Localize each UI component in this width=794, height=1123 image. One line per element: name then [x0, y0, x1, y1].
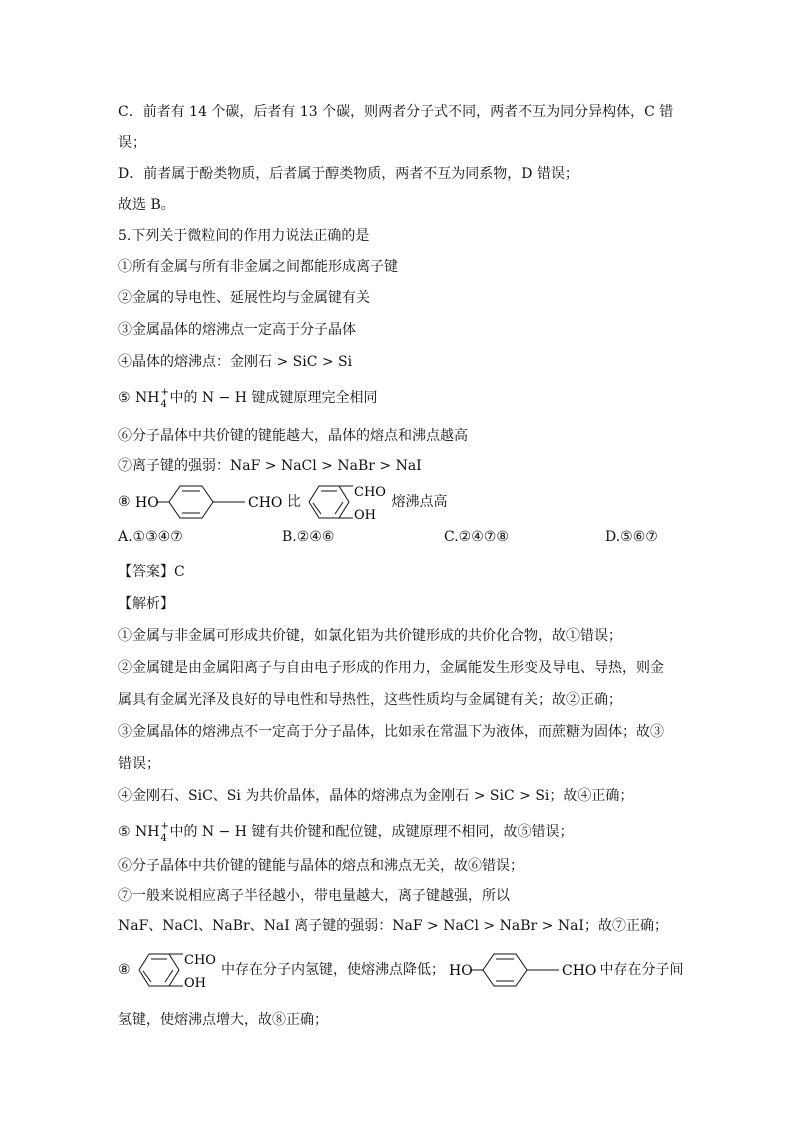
option-d-explanation: D．前者属于酚类物质，后者属于醇类物质，两者不互为同系物，D 错误；: [118, 166, 579, 182]
statement-8-prefix: ⑧: [118, 494, 131, 510]
nh4-charge: +: [160, 821, 169, 832]
para-hydroxybenzaldehyde-structure: [449, 950, 599, 990]
statement-5: [118, 388, 377, 408]
question-stem: 5.下列关于微粒间的作用力说法正确的是: [118, 228, 370, 244]
analysis-8-line2: 氢键，使熔沸点增大，故⑧正确；: [118, 1012, 328, 1028]
para-hydroxybenzaldehyde-structure: [135, 482, 287, 522]
option-c: C.②④⑦⑧: [444, 529, 509, 545]
statement-5-prefix: ⑤ NH: [118, 390, 160, 406]
analysis-5-prefix: ⑤ NH: [118, 824, 160, 840]
ortho-hydroxybenzaldehyde-structure: [305, 482, 391, 522]
analysis-8-mid: 中存在分子内氢键，使熔沸点降低；: [221, 962, 446, 978]
analysis-3-line2: 错误；: [118, 756, 160, 772]
cho-label: CHO: [354, 485, 387, 500]
analysis-7-line2: NaF、NaCl、NaBr、NaI 离子键的强弱：NaF > NaCl > NaBr > NaI；故⑦正确；: [118, 918, 668, 934]
statement-1: ①所有金属与所有非金属之间都能形成离子键: [118, 259, 398, 275]
conclusion-line: 故选 B。: [118, 197, 175, 213]
analysis-8-suffix: 中存在分子间: [599, 962, 684, 978]
option-b: B.②④⑥: [282, 529, 335, 545]
ho-label: HO: [449, 963, 474, 979]
answer-label: 【答案】C: [118, 564, 185, 580]
ho-label: HO: [135, 495, 159, 511]
analysis-label: 【解析】: [118, 596, 174, 612]
statement-2: ②金属的导电性、延展性均与金属键有关: [118, 290, 370, 306]
option-c-explanation-line1: C．前者有 14 个碳，后者有 13 个碳，则两者分子式不同，两者不互为同分异构体，C 错: [118, 104, 674, 120]
analysis-3-line1: ③金属晶体的熔沸点不一定高于分子晶体，比如汞在常温下为液体，而蔗糖为固体；故③: [118, 724, 664, 740]
statement-6: ⑥分子晶体中共价键的键能越大，晶体的熔点和沸点越高: [118, 428, 468, 444]
analysis-5-suffix: 中的 N − H 键有共价键和配位键，成键原理不相同，故⑤错误；: [169, 824, 574, 840]
analysis-2-line2: 属具有金属光泽及良好的导电性和导热性，这些性质均与金属键有关；故②正确；: [118, 692, 622, 708]
nh4-charge: +: [160, 387, 169, 398]
option-c-explanation-line2: 误；: [118, 135, 146, 151]
statement-3: ③金属晶体的熔沸点一定高于分子晶体: [118, 322, 356, 338]
analysis-6: ⑥分子晶体中共价键的键能与晶体的熔点和沸点无关，故⑥错误；: [118, 858, 524, 874]
option-d: D.⑤⑥⑦: [605, 529, 658, 545]
cho-label: CHO: [562, 963, 597, 979]
statement-5-suffix: 中的 N − H 键成键原理完全相同: [169, 390, 378, 406]
cho-label: CHO: [184, 953, 216, 968]
ortho-hydroxybenzaldehyde-structure: [135, 950, 221, 990]
analysis-5: [118, 822, 573, 842]
option-a: A.①③④⑦: [118, 529, 183, 545]
statement-8-compare: 比: [287, 494, 302, 510]
statement-8-suffix: 熔沸点高: [391, 494, 448, 510]
analysis-8-prefix: ⑧: [118, 962, 131, 978]
statement-4: ④晶体的熔沸点：金刚石 > SiC > Si: [118, 354, 353, 370]
analysis-2-line1: ②金属键是由金属阳离子与自由电子形成的作用力，金属能发生形变及导电、导热，则金: [118, 660, 664, 676]
analysis-4: ④金刚石、SiC、Si 为共价晶体，晶体的熔沸点为金刚石 > SiC > Si；故④正确；: [118, 788, 634, 804]
analysis-7-line1: ⑦一般来说相应离子半径越小，带电量越大，离子键越强，所以: [118, 888, 510, 904]
analysis-1: ①金属与非金属可形成共价键，如氯化铝为共价键形成的共价化合物，故①错误；: [118, 628, 622, 644]
nh4-subscript: 4: [160, 399, 167, 410]
cho-label: CHO: [248, 495, 283, 511]
answer-options: [118, 529, 678, 549]
nh4-subscript: 4: [160, 833, 167, 844]
statement-7: ⑦离子键的强弱：NaF > NaCl > NaBr > NaI: [118, 458, 422, 474]
oh-label: OH: [184, 976, 207, 990]
oh-label: OH: [354, 508, 377, 522]
analysis-8: [118, 950, 683, 990]
statement-8: [118, 482, 447, 522]
